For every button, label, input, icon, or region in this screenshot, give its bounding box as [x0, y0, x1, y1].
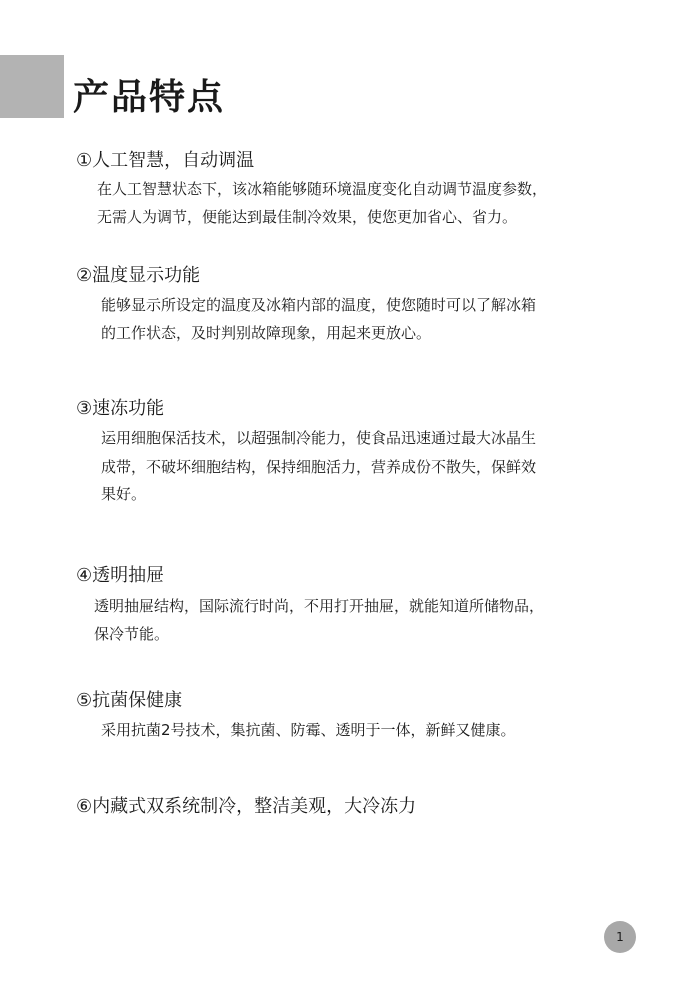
feature-heading-1: ①人工智慧，自动调温 — [76, 150, 255, 171]
feature-heading-3: ③速冻功能 — [76, 398, 165, 419]
feature-heading-4: ④透明抽屉 — [76, 565, 165, 586]
feature-text-3-line-1: 运用细胞保活技术，以超强制冷能力，使食品迅速通过最大冰晶生 — [101, 429, 537, 447]
feature-text-4-line-1: 透明抽屉结构，国际流行时尚，不用打开抽屉，就能知道所储物品， — [94, 597, 545, 615]
feature-text-5-line-1: 采用抗菌2号技术，集抗菌、防霉、透明于一体，新鲜又健康。 — [101, 721, 516, 739]
feature-text-1-line-2: 无需人为调节，便能达到最佳制冷效果，使您更加省心、省力。 — [97, 208, 518, 226]
corner-tab-decoration — [0, 55, 64, 118]
feature-heading-5: ⑤抗菌保健康 — [76, 690, 183, 711]
feature-text-2-line-1: 能够显示所设定的温度及冰箱内部的温度，使您随时可以了解冰箱 — [101, 296, 537, 314]
feature-heading-6: ⑥内藏式双系统制冷，整洁美观，大冷冻力 — [76, 796, 417, 817]
feature-text-3-line-2: 成带，不破坏细胞结构，保持细胞活力，营养成份不散失，保鲜效 — [101, 458, 537, 476]
page-number-badge: 1 — [604, 921, 636, 953]
feature-text-3-line-3: 果好。 — [101, 485, 147, 503]
feature-text-2-line-2: 的工作状态，及时判别故障现象，用起来更放心。 — [101, 324, 432, 342]
page-title: 产品特点 — [73, 77, 226, 118]
feature-text-1-line-1: 在人工智慧状态下，该冰箱能够随环境温度变化自动调节温度参数， — [97, 180, 548, 198]
feature-text-4-line-2: 保冷节能。 — [94, 625, 170, 643]
feature-heading-2: ②温度显示功能 — [76, 265, 201, 286]
